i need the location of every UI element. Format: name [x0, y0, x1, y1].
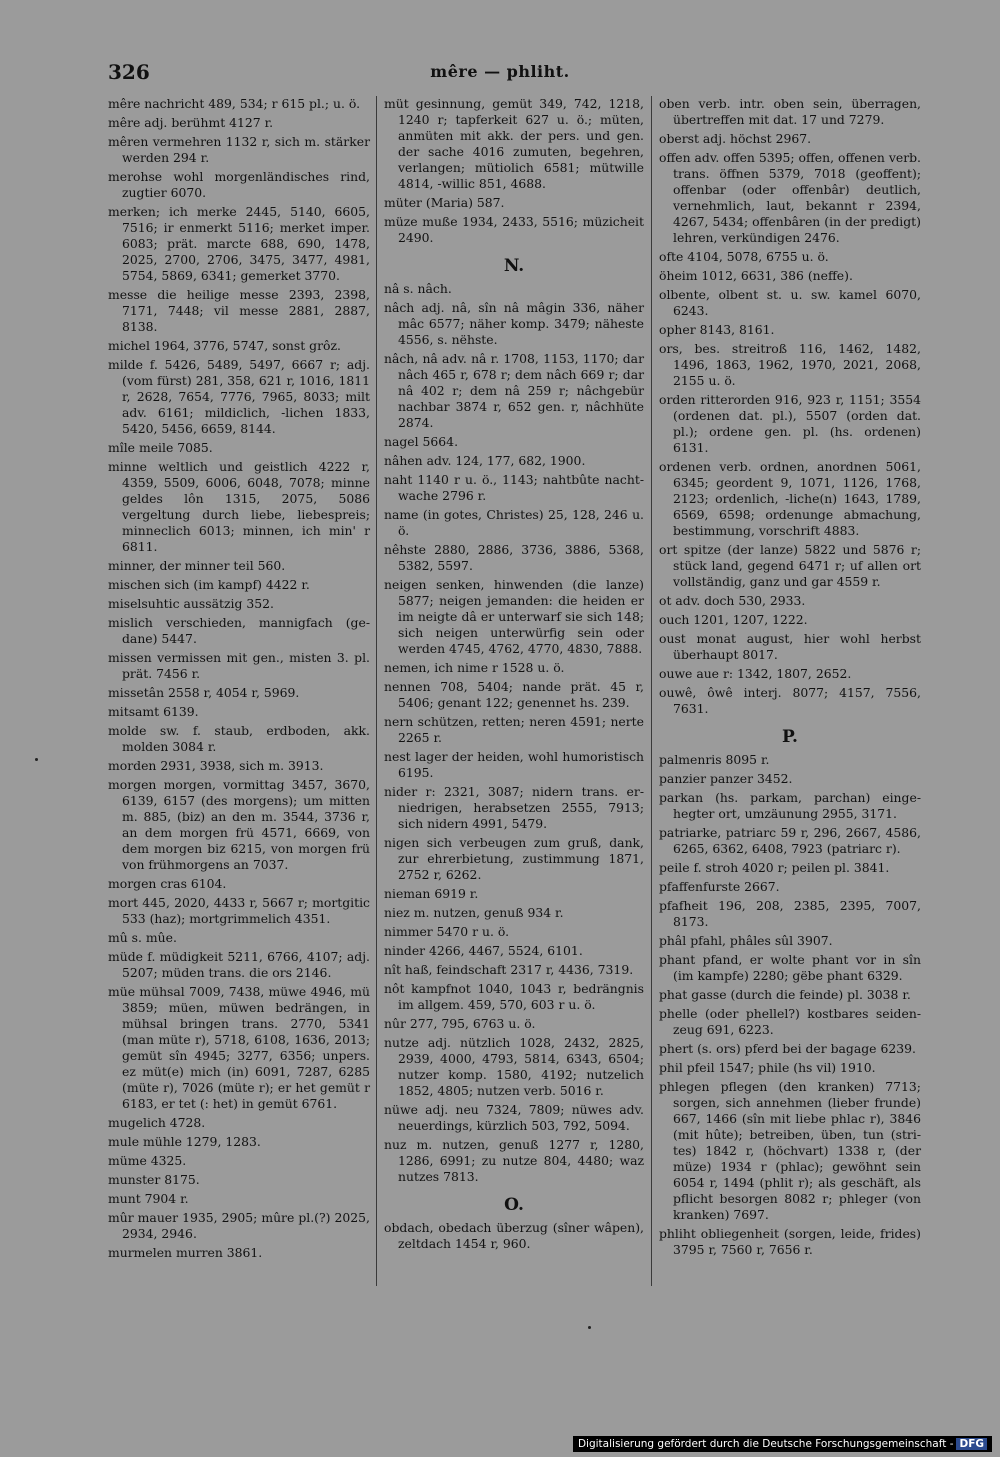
dictionary-entry: panzier panzer 3452. — [659, 771, 793, 786]
dictionary-entry: opher 8143, 8161. — [659, 322, 775, 337]
dictionary-entry: nennen 708, 5404; nande prät. 45 r, 5406; genant 122; genennet hs. 239. — [384, 679, 644, 710]
letter-heading: O. — [504, 1195, 524, 1215]
dictionary-entry: nimmer 5470 r u. ö. — [384, 924, 510, 939]
dictionary-entry: mêre adj. berühmt 4127 r. — [108, 115, 274, 130]
dictionary-entry: nêhste 2880, 2886, 3736, 3886, 5368, 5382, 5597. — [384, 542, 644, 573]
dictionary-entry: nuz m. nutzen, genuß 1277 r, 1280, 1286, 6991; zu nutze 804, 4480; waz nutzes 7813. — [384, 1137, 644, 1184]
column-right — [659, 96, 921, 1261]
letter-heading: N. — [503, 256, 525, 276]
dictionary-entry: nagel 5664. — [384, 434, 459, 449]
dictionary-entry: molde sw. f. staub, erdboden, akk. molden 3084 r. — [108, 723, 370, 754]
dictionary-entry: nôt kampfnot 1040, 1043 r, bedrängnis im allgem. 459, 570, 603 r u. ö. — [384, 981, 644, 1012]
dictionary-entry: oust monat august, hier wohl herbst überhaupt 8017. — [659, 631, 921, 662]
dictionary-entry: patriarke, patriarc 59 r, 296, 2667, 4586, 6265, 6362, 6408, 7923 (patriarc r). — [659, 825, 921, 856]
dictionary-entry: müt gesinnung, gemüt 349, 742, 1218, 1240 r; tapferkeit 627 u. ö.; müten, anmüten mit akk. der pers. und gen. der sache 4016 zumuten, begehren, verlangen; mütiolich 6581; mütwille 4814, -willic 851, 4688. — [384, 96, 644, 191]
dictionary-entry: ofte 4104, 5078, 6755 u. ö. — [659, 249, 829, 264]
footer-text: Digitalisierung gefördert durch die Deutsche Forschungsgemeinschaft - — [577, 1438, 954, 1450]
dictionary-entry: nest lager der heiden, wohl humoristisch 6195. — [384, 749, 644, 780]
dictionary-entry: pfaffenfurste 2667. — [659, 879, 780, 894]
dictionary-entry: oberst adj. höchst 2967. — [659, 131, 812, 146]
dictionary-entry: mitsamt 6139. — [108, 704, 199, 719]
dictionary-entry: ninder 4266, 4467, 5524, 6101. — [384, 943, 583, 958]
dictionary-entry: phil pfeil 1547; phile (hs vil) 1910. — [659, 1060, 876, 1075]
dictionary-entry: mischen sich (im kampf) 4422 r. — [108, 577, 310, 592]
dictionary-entry: ors, bes. streitroß 116, 1462, 1482, 1496, 1863, 1962, 1970, 2021, 2068, 2155 u. ö. — [659, 341, 921, 388]
dictionary-entry: missen vermissen mit gen., misten 3. pl. prät. 7456 r. — [108, 650, 370, 681]
dictionary-entry: minner, der minner teil 560. — [108, 558, 286, 573]
dictionary-entry: müme 4325. — [108, 1153, 187, 1168]
dictionary-entry: offen adv. offen 5395; offen, offenen verb. trans. öffnen 5379, 7018 (geoffent); offenbar (oder offenbâr) deutlich, vernehmlich, laut, bekannt r 2394, 4267, 5434; offenbâren (in der predigt) lehren, verkündigen 2476. — [659, 150, 921, 245]
dictionary-entry: nâ s. nâch. — [384, 281, 452, 296]
dictionary-entry: ort spitze (der lanze) 5822 und 5876 r; stück land, gegend 6471 r; uf allen ort vollständig, ganz und gar 4559 r. — [659, 542, 921, 589]
dictionary-entry: nâhen adv. 124, 177, 682, 1900. — [384, 453, 586, 468]
dictionary-entry: öheim 1012, 6631, 386 (neffe). — [659, 268, 853, 283]
dictionary-entry: phelle (oder phellel?) kostbares seidenzeug 691, 6223. — [659, 1006, 921, 1037]
dictionary-entry: nemen, ich nime r 1528 u. ö. — [384, 660, 565, 675]
dictionary-entry: phant pfand, er wolte phant vor in sîn (im kampfe) 2280; gëbe phant 6329. — [659, 952, 921, 983]
dictionary-entry: oben verb. intr. oben sein, überragen, übertreffen mit dat. 17 und 7279. — [659, 96, 921, 127]
dictionary-entry: müe mühsal 7009, 7438, müwe 4946, mü 3859; müen, müwen bedrängen, in mühsal bringen trans. 2770, 5341 (man müte r), 5718, 6108, 1636, 2013; gemüt sîn 4945; 3277, 6356; unpers. ez müt(e) mich (in) 6091, 7287, 6285 (müte r), 7026 (müte r); er het gemüt r 6183, er tet (: het) in gemüt 6761. — [108, 984, 370, 1111]
dictionary-entry: parkan (hs. parkam, parchan) eingehegter ort, umzäunung 2955, 3171. — [659, 790, 921, 821]
dictionary-entry: nutze adj. nützlich 1028, 2432, 2825, 2939, 4000, 4793, 5814, 6343, 6504; nutzer komp. 1580, 4192; nutzelich 1852, 4805; nutzen verb. 5016 r. — [384, 1035, 644, 1098]
dictionary-entry: minne weltlich und geistlich 4222 r, 4359, 5509, 6006, 6048, 7078; minne geldes lôn 1315, 2075, 5086 vergeltung durch liebe, liebespreis; minneclich 6013; minnen, ich min' r 6811. — [108, 459, 370, 554]
dictionary-entry: mislich verschieden, mannigfach (gedane) 5447. — [108, 615, 370, 646]
dictionary-entry: munt 7904 r. — [108, 1191, 189, 1206]
column-middle — [384, 96, 644, 1255]
dictionary-entry: nûr 277, 795, 6763 u. ö. — [384, 1016, 536, 1031]
dictionary-entry: mûr mauer 1935, 2905; mûre pl.(?) 2025, 2934, 2946. — [108, 1210, 370, 1241]
dictionary-entry: nieman 6919 r. — [384, 886, 479, 901]
dictionary-entry: obdach, obedach überzug (sîner wâpen), zeltdach 1454 r, 960. — [384, 1220, 644, 1251]
dictionary-entry: morgen cras 6104. — [108, 876, 227, 891]
dictionary-entry: peile f. stroh 4020 r; peilen pl. 3841. — [659, 860, 890, 875]
dictionary-entry: ordenen verb. ordnen, anordnen 5061, 6345; geordent 9, 1071, 1126, 1768, 2123; ordenlich, -liche(n) 1643, 1789, 6569, 6598; ordenunge abmachung, bestimmung, vorschrift 4883. — [659, 459, 921, 538]
dictionary-entry: missetân 2558 r, 4054 r, 5969. — [108, 685, 300, 700]
dictionary-entry: pfafheit 196, 208, 2385, 2395, 7007, 8173. — [659, 898, 921, 929]
column-rule — [651, 96, 652, 1286]
dfg-logo: DFG — [956, 1438, 987, 1450]
dictionary-entry: messe die heilige messe 2393, 2398, 7171, 7448; vil messe 2881, 2887, 8138. — [108, 287, 370, 334]
dictionary-entry: mêre nachricht 489, 534; r 615 pl.; u. ö. — [108, 96, 361, 111]
dictionary-entry: müde f. müdigkeit 5211, 6766, 4107; adj. 5207; müden trans. die ors 2146. — [108, 949, 370, 980]
dictionary-entry: morgen morgen, vormittag 3457, 3670, 6139, 6157 (des morgens); um mitten m. 885, (biz) an den m. 3544, 3736 r, an dem morgen frü 4571, 6669, von dem morgen biz 6215, von morgen frü von frühmorgens an 7037. — [108, 777, 370, 872]
dictionary-entry: nigen sich verbeugen zum gruß, dank, zur ehrerbietung, zustimmung 1871, 2752 r, 6262. — [384, 835, 644, 882]
dictionary-entry: phliht obliegenheit (sorgen, leide, frides) 3795 r, 7560 r, 7656 r. — [659, 1226, 921, 1257]
dictionary-entry: merohse wohl morgenländisches rind, zugtier 6070. — [108, 169, 370, 200]
running-head: mêre — phliht. — [430, 62, 570, 81]
dictionary-entry: morden 2931, 3938, sich m. 3913. — [108, 758, 324, 773]
column-rule — [376, 96, 377, 1286]
dictionary-entry: müze muße 1934, 2433, 5516; müzicheit 2490. — [384, 214, 644, 245]
dictionary-entry: michel 1964, 3776, 5747, sonst grôz. — [108, 338, 341, 353]
dictionary-entry: murmelen murren 3861. — [108, 1245, 263, 1260]
dictionary-entry: mîle meile 7085. — [108, 440, 213, 455]
dictionary-entry: mû s. mûe. — [108, 930, 177, 945]
dictionary-entry: palmenris 8095 r. — [659, 752, 770, 767]
dictionary-entry: mule mühle 1279, 1283. — [108, 1134, 261, 1149]
dictionary-entry: ouch 1201, 1207, 1222. — [659, 612, 808, 627]
dictionary-entry: nider r: 2321, 3087; nidern trans. erniedrigen, herabsetzen 2555, 7913; sich nidern 4991, 5479. — [384, 784, 644, 831]
dictionary-entry: ouwe aue r: 1342, 1807, 2652. — [659, 666, 852, 681]
dictionary-entry: neigen senken, hinwenden (die lanze) 5877; neigen jemanden: die heiden er im neigte dâ er unterwarf sie sich 148; sich neigen unterwürfig sein oder werden 4745, 4762, 4770, 4830, 7888. — [384, 577, 644, 656]
dictionary-entry: nâch, nâ adv. nâ r. 1708, 1153, 1170; dar nâch 465 r, 678 r; dem nâch 669 r; dar nâ 402 r; dem nâ 259 r; nâchgebür nachbar 3874 r, 652 gen. r, nâchhüte 2874. — [384, 351, 644, 430]
dictionary-entry: nît haß, feindschaft 2317 r, 4436, 7319. — [384, 962, 634, 977]
dictionary-entry: merken; ich merke 2445, 5140, 6605, 7516; ir enmerkt 5116; merket imper. 6083; prät. marcte 688, 690, 1478, 2025, 2700, 2706, 3475, 3477, 4981, 5754, 5869, 6341; gemerket 3770. — [108, 204, 370, 283]
dictionary-entry: phlegen pflegen (den kranken) 7713; sorgen, sich annehmen (lieber frunde) 667, 1466 (sîn mit liebe phlac r), 3846 (mit hûte); betreiben, üben, tun (strites) 1842 r, (höchvart) 1338 r, (der müze) 1934 r (phlac); gewöhnt sein 6054 r, 1494 (phlit r); als geschäft, als pflicht besorgen 8082 r; phleger (von kranken) 7697. — [659, 1079, 921, 1222]
page-number: 326 — [108, 60, 150, 84]
dictionary-entry: miselsuhtic aussätzig 352. — [108, 596, 274, 611]
dictionary-entry: name (in gotes, Christes) 25, 128, 246 u. ö. — [384, 507, 644, 538]
column-left — [108, 96, 370, 1264]
dictionary-entry: mêren vermehren 1132 r, sich m. stärker werden 294 r. — [108, 134, 370, 165]
dictionary-entry: ot adv. doch 530, 2933. — [659, 593, 806, 608]
dictionary-entry: orden ritterorden 916, 923 r, 1151; 3554 (ordenen dat. pl.), 5507 (orden dat. pl.); ordene gen. pl. (hs. ordenen) 6131. — [659, 392, 921, 455]
dictionary-entry: phâl pfahl, phâles sûl 3907. — [659, 933, 833, 948]
scan-speck — [588, 1326, 591, 1329]
dictionary-entry: phert (s. ors) pferd bei der bagage 6239. — [659, 1041, 916, 1056]
dictionary-entry: nüwe adj. neu 7324, 7809; nüwes adv. neuerdings, kürzlich 503, 792, 5094. — [384, 1102, 644, 1133]
letter-heading: P. — [782, 727, 798, 747]
dictionary-entry: mort 445, 2020, 4433 r, 5667 r; mortgitic 533 (haz); mortgrimmelich 4351. — [108, 895, 370, 926]
dictionary-entry: munster 8175. — [108, 1172, 200, 1187]
dictionary-entry: mugelich 4728. — [108, 1115, 206, 1130]
dictionary-entry: olbente, olbent st. u. sw. kamel 6070, 6243. — [659, 287, 921, 318]
dictionary-entry: phat gasse (durch die feinde) pl. 3038 r. — [659, 987, 911, 1002]
dictionary-entry: naht 1140 r u. ö., 1143; nahtbûte nachtwache 2796 r. — [384, 472, 644, 503]
dictionary-entry: ouwê, ôwê interj. 8077; 4157, 7556, 7631. — [659, 685, 921, 716]
dictionary-entry: nern schützen, retten; neren 4591; nerte 2265 r. — [384, 714, 644, 745]
dictionary-entry: niez m. nutzen, genuß 934 r. — [384, 905, 564, 920]
dictionary-entry: nâch adj. nâ, sîn nâ mâgin 336, näher mâc 6577; näher komp. 3479; näheste 4556, s. nëhste. — [384, 300, 644, 347]
scan-speck — [35, 758, 38, 761]
footer-credit — [573, 1436, 992, 1452]
dictionary-entry: milde f. 5426, 5489, 5497, 6667 r; adj. (vom fürst) 281, 358, 621 r, 1016, 1811 r, 2628, 7654, 7776, 7965, 8033; milt adv. 6161; mildiclich, -lichen 1833, 5420, 5456, 6659, 8144. — [108, 357, 370, 436]
dictionary-entry: müter (Maria) 587. — [384, 195, 505, 210]
